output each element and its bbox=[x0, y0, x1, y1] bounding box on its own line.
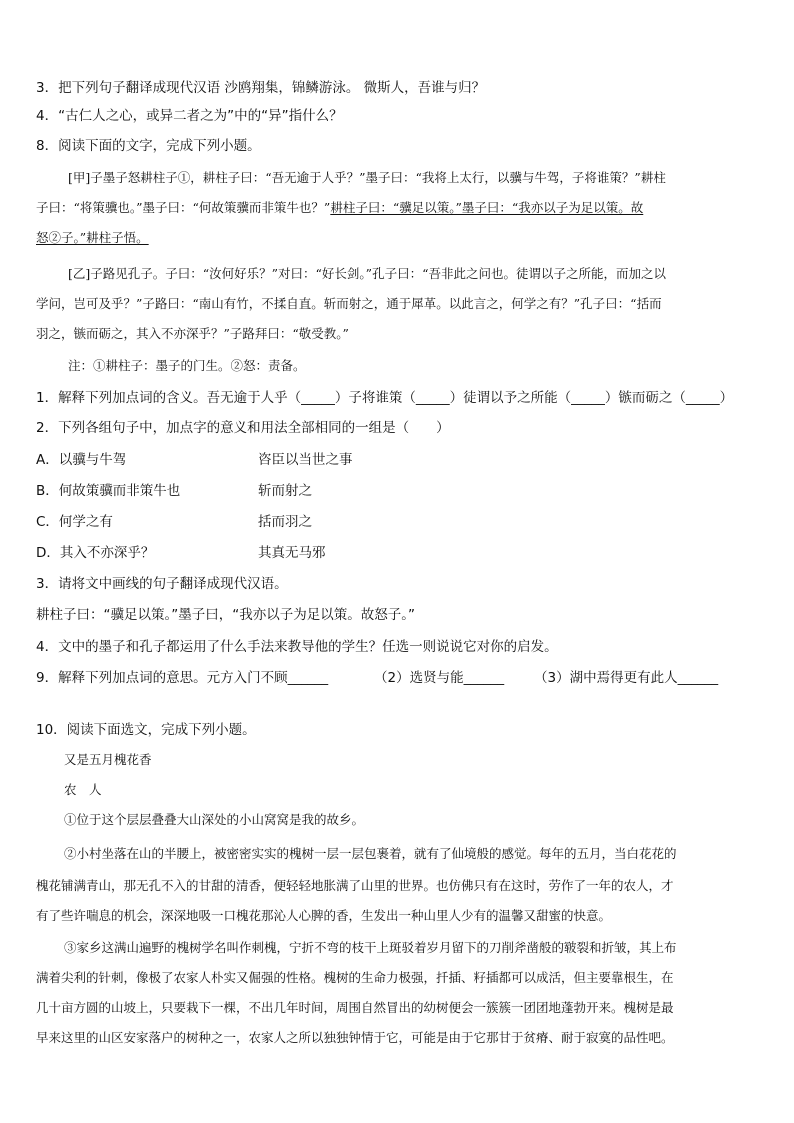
sub-question-3-text: 耕柱子曰：“骥足以策。”墨子曰，“我亦以子为足以策。故怒子。” bbox=[36, 607, 415, 623]
underlined-sentence-part-1: 耕柱子曰：“骥足以策。”墨子曰：“我亦以子为足以策。故 bbox=[330, 200, 644, 215]
section-8-heading: 8．阅读下面的文字，完成下列小题。 bbox=[36, 138, 261, 154]
question-4: 4．“古仁人之心，或异二者之为”中的“异”指什么？ bbox=[36, 108, 343, 124]
question-3: 3．把下列句子翻译成现代汉语 沙鸥翔集，锦鳞游泳。 微斯人，吾谁与归？ bbox=[36, 80, 486, 96]
question-9 bbox=[36, 666, 770, 686]
option-a-right: 咨臣以当世之事 bbox=[258, 452, 353, 468]
option-d bbox=[36, 541, 770, 561]
question-9-part-1: 9．解释下列加点词的意思。元方入门不顾______ bbox=[36, 670, 329, 686]
article-para-3-line-4: 早来这里的山区安家落户的树种之一，农家人之所以独独钟情于它，可能是由于它那甘于贫瘠、耐于寂寞的品性吧。 bbox=[36, 1030, 674, 1045]
question-9-part-3: （3）湖中焉得更有此人______ bbox=[534, 670, 719, 686]
sub-question-1: 1．解释下列加点词的含义。吾无逾于人乎（_____）子将谁策（_____）徒谓以予之所能（_____）镞而砺之（_____） bbox=[36, 390, 734, 406]
article-para-2-line-1: ②小村坐落在山的半腰上，被密密实实的槐树一层一层包裹着，就有了仙境般的感觉。每年的五月，当白花花的 bbox=[64, 846, 677, 861]
option-a-left: A．以骥与牛驾 bbox=[36, 452, 127, 468]
passage-yi-line-1: [乙]子路见孔子。子曰：“汝何好乐？”对曰：“好长剑。”孔子曰：“吾非此之问也。徒谓以子之所能，而加之以 bbox=[68, 266, 666, 281]
article-para-3-line-2: 满着尖利的针刺，像极了农家人朴实又倔强的性格。槐树的生命力极强，扦插、籽插都可以成活，但主要靠根生，在 bbox=[36, 970, 674, 985]
sub-question-2: 2．下列各组句子中，加点字的意义和用法全部相同的一组是（ ） bbox=[36, 420, 450, 436]
option-c bbox=[36, 510, 770, 530]
article-para-3-line-1: ③家乡这满山遍野的槐树学名叫作刺槐，宁折不弯的枝干上斑驳着岁月留下的刀削斧凿般的皲裂和折皱，其上布 bbox=[64, 940, 677, 955]
article-author: 农 人 bbox=[64, 782, 102, 797]
footnote: 注：①耕柱子：墨子的门生。②怒：责备。 bbox=[68, 358, 306, 373]
article-para-2-line-2: 槐花铺满青山，那无孔不入的甘甜的清香，便轻轻地胀满了山里的世界。也仿佛只有在这时，劳作了一年的农人，才 bbox=[36, 878, 674, 893]
option-c-left: C．何学之有 bbox=[36, 514, 113, 530]
sub-question-4: 4．文中的墨子和孔子都运用了什么手法来教导他的学生？任选一则说说它对你的启发。 bbox=[36, 639, 558, 655]
passage-jia-line-2-text: 子曰：“将策骥也。”墨子曰：“何故策骥而非策牛也？” bbox=[36, 200, 331, 215]
sub-question-3: 3．请将文中画线的句子翻译成现代汉语。 bbox=[36, 576, 288, 592]
article-title: 又是五月槐花香 bbox=[64, 752, 152, 767]
option-b bbox=[36, 479, 770, 499]
option-a bbox=[36, 448, 770, 468]
option-b-left: B．何故策骥而非策牛也 bbox=[36, 483, 181, 499]
option-d-right: 其真无马邪 bbox=[258, 545, 326, 561]
passage-jia-line-3: 怒②子。”耕柱子悟。 bbox=[36, 230, 149, 245]
article-para-1: ①位于这个层层叠叠大山深处的小山窝窝是我的故乡。 bbox=[64, 812, 365, 827]
option-c-right: 括而羽之 bbox=[258, 514, 312, 530]
article-para-2-line-3: 有了些许喘息的机会，深深地吸一口槐花那沁人心脾的香，生发出一种山里人少有的温馨又甜蜜的快意。 bbox=[36, 908, 612, 923]
option-d-left: D．其入不亦深乎？ bbox=[36, 545, 155, 561]
question-9-part-2: （2）选贤与能______ bbox=[374, 670, 505, 686]
passage-jia-line-2 bbox=[36, 198, 770, 216]
passage-yi-line-3: 羽之，镞而砺之，其入不亦深乎？”子路拜曰：“敬受教。” bbox=[36, 326, 349, 341]
option-b-right: 斩而射之 bbox=[258, 483, 312, 499]
section-10-heading: 10．阅读下面选文，完成下列小题。 bbox=[36, 722, 256, 738]
passage-jia-line-1: [甲]子墨子怒耕柱子①，耕柱子曰：“吾无逾于人乎？”墨子曰：“我将上太行，以骥与牛驾，子将谁策？”耕柱 bbox=[68, 170, 666, 185]
passage-yi-line-2: 学问，岂可及乎？”子路曰：“南山有竹，不揉自直。斩而射之，通于犀革。以此言之，何学之有？”孔子曰：“括而 bbox=[36, 296, 662, 311]
article-para-3-line-3: 几十亩方圆的山坡上，只要栽下一棵，不出几年时间，周围自然冒出的幼树便会一簇簇一团团地蓬勃开来。槐树是最 bbox=[36, 1000, 674, 1015]
